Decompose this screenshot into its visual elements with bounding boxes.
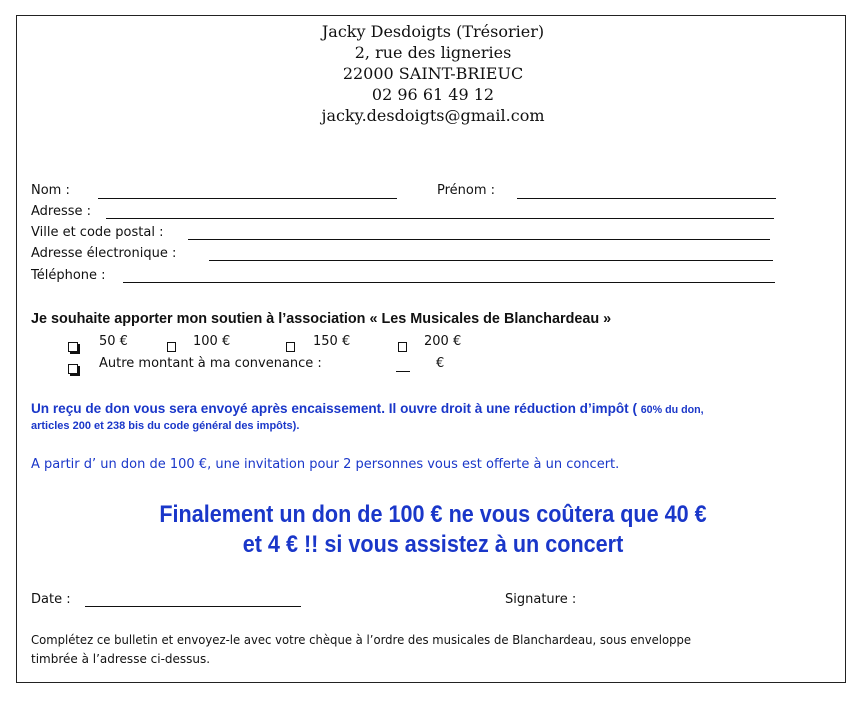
telephone-field[interactable] — [123, 282, 775, 283]
street-address: 2, rue des ligneries — [354, 43, 512, 62]
receipt-small-text: 60% du don, — [640, 404, 704, 416]
email-field-label: Adresse électronique : — [31, 246, 177, 261]
receipt-text: Un reçu de don vous sera envoyé après encaissement. Il ouvre droit à une réduction d’impôt ( — [31, 400, 637, 416]
date-label: Date : — [31, 592, 71, 607]
checkbox-50[interactable] — [68, 336, 78, 355]
option-150-label: 150 € — [313, 334, 351, 349]
email-field[interactable] — [209, 260, 773, 261]
highlight-line-2: et 4 € !! si vous assistez à un concert — [242, 531, 624, 558]
telephone-label: Téléphone : — [31, 268, 106, 283]
checkbox-100[interactable] — [167, 336, 176, 355]
checkbox-icon — [398, 342, 407, 352]
instructions-line-1: Complétez ce bulletin et envoyez-le avec votre chèque à l’ordre des musicales de Blanchardeau, sous enveloppe — [31, 633, 692, 647]
invitation-text: A partir d’ un don de 100 €, une invitation pour 2 personnes vous est offerte à un concert. — [31, 457, 620, 472]
option-50-label: 50 € — [99, 334, 128, 349]
prenom-label: Prénom : — [437, 183, 496, 198]
ville-label: Ville et code postal : — [31, 225, 164, 240]
other-amount-label: Autre montant à ma convenance : — [99, 356, 322, 371]
other-currency: € — [436, 356, 445, 371]
prenom-field[interactable] — [517, 198, 776, 199]
email-address: jacky.desdoigts@gmail.com — [321, 106, 545, 125]
checkbox-icon — [68, 364, 78, 374]
other-amount-field[interactable] — [396, 371, 410, 372]
option-100-label: 100 € — [193, 334, 231, 349]
checkbox-icon — [68, 342, 78, 352]
receipt-line-1 — [31, 400, 704, 416]
adresse-field[interactable] — [106, 218, 774, 219]
option-200-label: 200 € — [424, 334, 462, 349]
checkbox-150[interactable] — [286, 336, 295, 355]
checkbox-icon — [167, 342, 176, 352]
checkbox-icon — [286, 342, 295, 352]
adresse-label: Adresse : — [31, 204, 92, 219]
support-heading: Je souhaite apporter mon soutien à l’association « Les Musicales de Blanchardeau » — [31, 310, 612, 327]
nom-label: Nom : — [31, 183, 70, 198]
ville-field[interactable] — [188, 239, 770, 240]
treasurer-name: Jacky Desdoigts (Trésorier) — [321, 22, 545, 41]
checkbox-other[interactable] — [68, 358, 78, 377]
receipt-line-2: articles 200 et 238 bis du code général des impôts). — [31, 420, 300, 432]
nom-field[interactable] — [98, 198, 397, 199]
highlight-line-1: Finalement un don de 100 € ne vous coûtera que 40 € — [159, 501, 707, 528]
phone-number: 02 96 61 49 12 — [371, 85, 495, 104]
checkbox-200[interactable] — [398, 336, 407, 355]
instructions-line-2: timbrée à l’adresse ci-dessus. — [31, 652, 211, 666]
city-address: 22000 SAINT-BRIEUC — [342, 64, 524, 83]
date-field[interactable] — [85, 606, 301, 607]
signature-label: Signature : — [505, 592, 577, 607]
